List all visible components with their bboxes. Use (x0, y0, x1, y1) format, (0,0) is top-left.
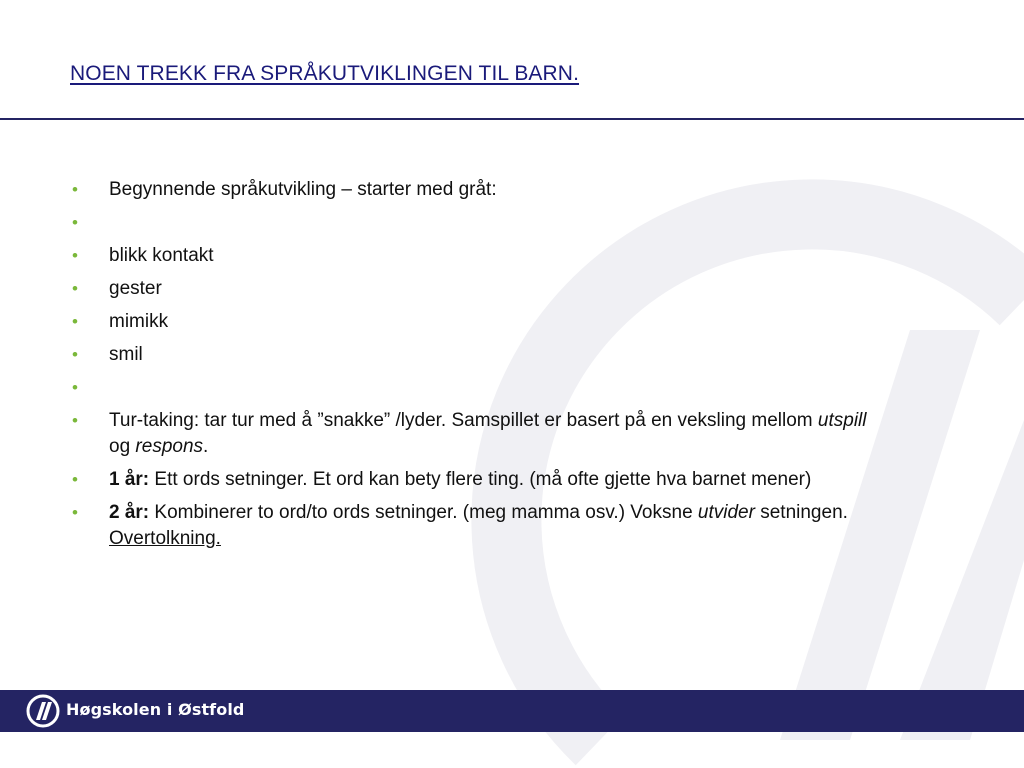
bullet-icon: • (72, 312, 78, 331)
list-item (72, 500, 892, 552)
footer-bar (0, 690, 1024, 732)
list-item (72, 375, 892, 401)
bullet-icon: • (72, 411, 78, 430)
list-item-text (109, 502, 848, 549)
bullet-icon: • (72, 246, 78, 265)
list-item-text (109, 410, 867, 457)
text-run: setningen. (754, 502, 848, 523)
text-run: Kombinerer to ord/to ords setninger. (meg mamma osv.) Voksne (149, 502, 698, 523)
list-item-text (109, 469, 811, 490)
list-item (72, 243, 892, 269)
text-run: Ett ords setninger. Et ord kan bety flere ting. (må ofte gjette hva barnet mener) (149, 469, 812, 490)
list-item (72, 210, 892, 236)
slide-title: NOEN TREKK FRA SPRÅKUTVIKLINGEN TIL BARN. (70, 62, 580, 85)
italic-term: respons (135, 436, 204, 457)
hiof-logo-icon (25, 693, 61, 729)
list-item-text: mimikk (109, 311, 169, 332)
list-item (72, 342, 892, 368)
bullet-icon: • (72, 345, 78, 364)
bullet-icon: • (72, 503, 78, 522)
bullet-icon: • (72, 279, 78, 298)
age-label: 2 år: (109, 502, 150, 523)
list-item (72, 276, 892, 302)
overtolkning-link[interactable]: Overtolkning. (109, 528, 221, 549)
list-item (72, 309, 892, 335)
bullet-icon: • (72, 213, 78, 232)
title-divider (0, 118, 1024, 120)
list-item (72, 408, 892, 460)
text-run: Tur-taking: tar tur med å ”snakke” /lyder. Samspillet er basert på en veksling mellom (109, 410, 818, 431)
list-item-text: smil (109, 344, 143, 365)
bullet-list (72, 177, 892, 559)
list-item-text: Begynnende språkutvikling – starter med gråt: (109, 179, 497, 200)
list-item-text: gester (109, 278, 162, 299)
italic-term: utspill (817, 410, 867, 431)
bullet-icon: • (72, 180, 78, 199)
italic-term: utvider (697, 502, 755, 523)
age-label: 1 år: (109, 469, 150, 490)
list-item (72, 467, 892, 493)
text-run: . (203, 436, 209, 457)
list-item (72, 177, 892, 203)
list-item-text: blikk kontakt (109, 245, 214, 266)
bullet-icon: • (72, 470, 78, 489)
org-name: Høgskolen i Østfold (66, 700, 245, 719)
bullet-icon: • (72, 378, 78, 397)
text-run: og (109, 436, 136, 457)
